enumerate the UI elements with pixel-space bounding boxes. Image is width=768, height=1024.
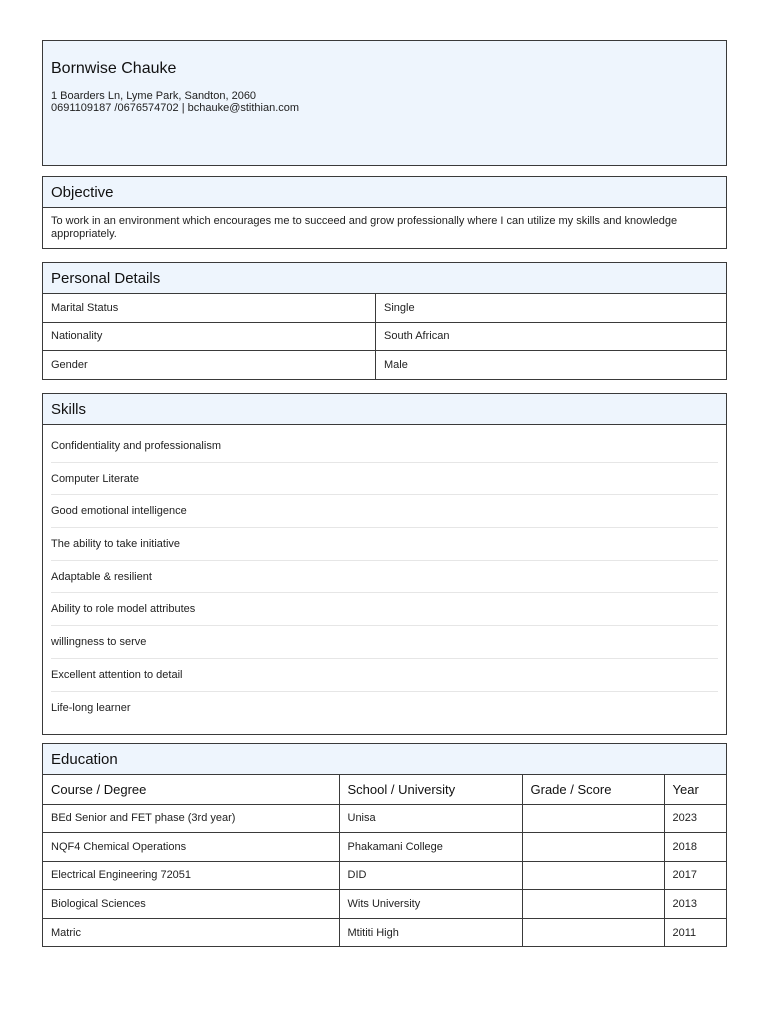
year-cell: 2013 bbox=[664, 890, 726, 919]
table-row bbox=[43, 861, 726, 890]
skill-item: Computer Literate bbox=[51, 463, 718, 496]
skill-item: Adaptable & resilient bbox=[51, 561, 718, 594]
grade-cell bbox=[522, 890, 664, 919]
contact-details: 0691109187 /0676574702 | bchauke@stithian.com bbox=[51, 102, 300, 114]
objective-title: Objective bbox=[43, 177, 726, 208]
resume-header bbox=[42, 40, 727, 166]
column-header-school: School / University bbox=[339, 775, 522, 804]
school-cell: Wits University bbox=[339, 890, 522, 919]
course-cell: Matric bbox=[43, 918, 339, 947]
personal-detail-row bbox=[43, 351, 726, 380]
detail-label: Marital Status bbox=[43, 294, 376, 322]
table-row bbox=[43, 918, 726, 947]
personal-detail-row bbox=[43, 294, 726, 323]
course-cell: Biological Sciences bbox=[43, 890, 339, 919]
skills-list bbox=[43, 425, 726, 724]
candidate-name: Bornwise Chauke bbox=[51, 60, 177, 77]
skill-item: willingness to serve bbox=[51, 626, 718, 659]
skills-section bbox=[42, 393, 727, 735]
school-cell: Unisa bbox=[339, 804, 522, 833]
column-header-course: Course / Degree bbox=[43, 775, 339, 804]
grade-cell bbox=[522, 861, 664, 890]
school-cell: Mtititi High bbox=[339, 918, 522, 947]
education-header-row bbox=[43, 775, 726, 804]
school-cell: Phakamani College bbox=[339, 833, 522, 862]
course-cell: NQF4 Chemical Operations bbox=[43, 833, 339, 862]
address: 1 Boarders Ln, Lyme Park, Sandton, 2060 bbox=[51, 90, 257, 102]
year-cell: 2017 bbox=[664, 861, 726, 890]
table-row bbox=[43, 890, 726, 919]
table-row bbox=[43, 833, 726, 862]
column-header-year: Year bbox=[664, 775, 726, 804]
personal-details-title: Personal Details bbox=[43, 263, 726, 294]
skill-item: The ability to take initiative bbox=[51, 528, 718, 561]
year-cell: 2018 bbox=[664, 833, 726, 862]
course-cell: Electrical Engineering 72051 bbox=[43, 861, 339, 890]
skill-item: Good emotional intelligence bbox=[51, 495, 718, 528]
grade-cell bbox=[522, 833, 664, 862]
detail-value: Single bbox=[384, 301, 415, 314]
detail-label: Gender bbox=[43, 351, 376, 380]
year-cell: 2023 bbox=[664, 804, 726, 833]
education-section bbox=[42, 743, 727, 947]
school-cell: DID bbox=[339, 861, 522, 890]
objective-section bbox=[42, 176, 727, 249]
table-row bbox=[43, 804, 726, 833]
personal-details-section bbox=[42, 262, 727, 380]
skill-item: Life-long learner bbox=[51, 701, 131, 714]
personal-detail-row bbox=[43, 323, 726, 352]
year-cell: 2011 bbox=[672, 926, 697, 939]
grade-cell bbox=[522, 918, 664, 947]
skill-item: Excellent attention to detail bbox=[51, 659, 718, 692]
skills-title: Skills bbox=[43, 394, 726, 425]
detail-label: Nationality bbox=[43, 323, 376, 351]
skill-item: Ability to role model attributes bbox=[51, 593, 718, 626]
detail-value: Male bbox=[384, 359, 408, 372]
skill-item: Confidentiality and professionalism bbox=[51, 430, 718, 463]
detail-value: South African bbox=[384, 330, 450, 343]
grade-cell bbox=[522, 804, 664, 833]
column-header-grade: Grade / Score bbox=[522, 775, 664, 804]
education-table bbox=[43, 775, 726, 947]
objective-text: To work in an environment which encourages me to succeed and grow professionally where I can utilize my skills and knowledge appropriately. bbox=[51, 215, 678, 240]
course-cell: BEd Senior and FET phase (3rd year) bbox=[43, 804, 339, 833]
education-title: Education bbox=[43, 744, 726, 775]
